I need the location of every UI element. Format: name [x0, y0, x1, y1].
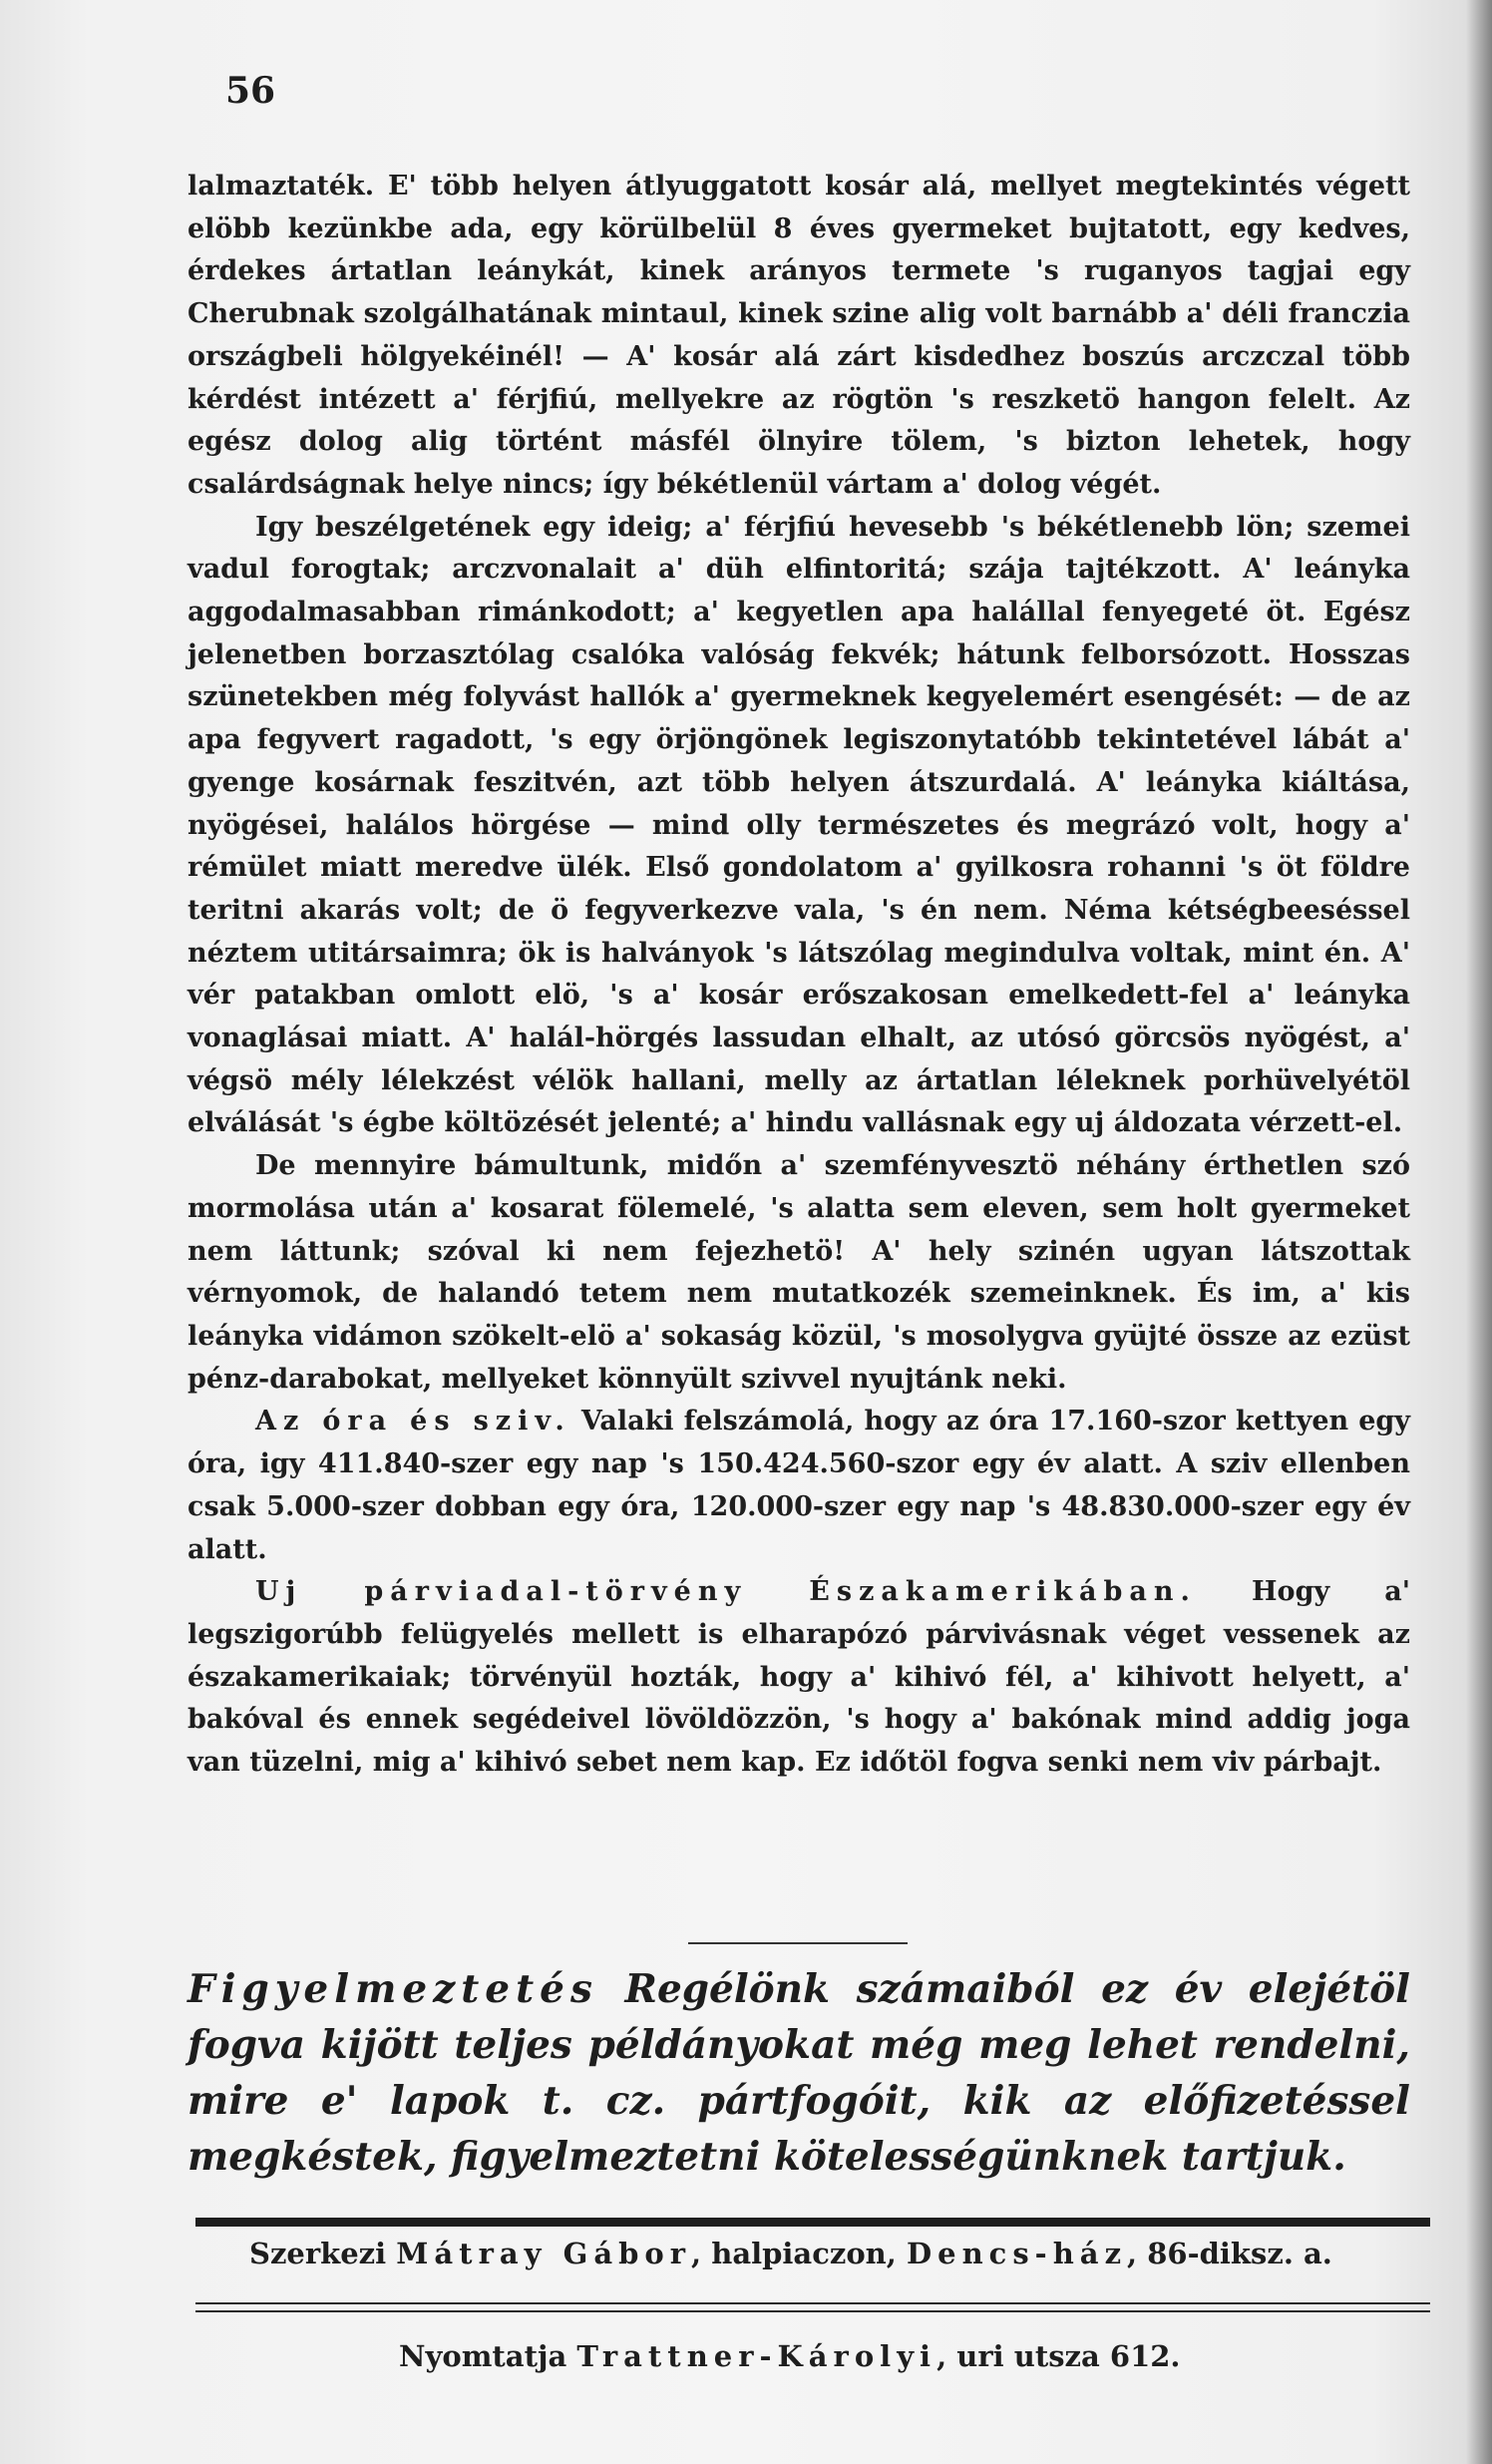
double-rule	[195, 2302, 1430, 2312]
item-parbaj-title: Uj párviadal-törvény Északamerikában.	[255, 1576, 1197, 1608]
paragraph-3: De mennyire bámultunk, midőn a' szemfényvesztö néhány érthetlen szó mormolása után a' kosarat fölemelé, 's alatta sem eleven, sem holt gyermeket nem láttunk; szóval ki nem fejezhetö! A' hely szinén ugyan látszottak vérnyomok, de halandó tetem nem mutatkozék szemeinknek. És im, a' kis leányka vidámon szökelt-elö a' sokaság közül, 's mosolygva gyüjté össze az ezüst pénz-darabokat, mellyeket könnyült szivvel nyujtánk neki.	[187, 1150, 1410, 1395]
item-parbaj	[187, 1571, 1410, 1785]
page-edge-shadow	[1466, 0, 1492, 2464]
editor-label: Szerkezi	[249, 2237, 387, 2270]
printer-line	[399, 2339, 1297, 2373]
printer-label: Nyomtatja	[399, 2339, 567, 2373]
article-body	[187, 166, 1410, 1785]
page-number: 56	[225, 70, 276, 112]
editor-name: Mátray Gábor	[396, 2237, 692, 2270]
item-ora	[187, 1401, 1410, 1571]
notice	[187, 1961, 1410, 2185]
thick-rule	[195, 2218, 1430, 2227]
item-parbaj-text: Hogy a' legszigorúbb felügyelés mellett is elharapózó párvivásnak véget vessenek az északamerikaiak; törvényül hozták, hogy a' kihivó fél, a' kihivott helyett, a' bakóval és ennek segédeivel lövöldözzön, 's hogy a' bakónak mind addig joga van tüzelni, mig a' kihivó sebet nem kap. Ez időtöl fogva senki nem viv párbajt.	[187, 1576, 1410, 1779]
printer-address: , uri utsza 612.	[936, 2339, 1181, 2373]
editor-address: , halpiaczon,	[691, 2237, 897, 2270]
notice-lead: Figyelmeztetés	[187, 1966, 598, 2012]
notice-text: Regélönk számaiból ez év elejétöl fogva kijött teljes példányokat még meg lehet rendelni, mire e' lapok t. cz. pártfogóit, kik az előfizetéssel megkéstek, figyelmeztetni kötelességünknek tartjuk.	[187, 1966, 1410, 2180]
printer-name: Trattner-Károlyi	[576, 2339, 937, 2373]
item-ora-title: Az óra és sziv.	[255, 1406, 571, 1437]
item-ora-text: Valaki felszámolá, hogy az óra 17.160-szor kettyen egy óra, igy 411.840-szer egy nap 's 150.424.560-szor egy év alatt. A sziv ellenben csak 5.000-szer dobban egy óra, 120.000-szer egy nap 's 48.830.000-szer egy év alatt.	[187, 1406, 1410, 1565]
house-number: , 86-diksz. a.	[1127, 2237, 1332, 2270]
paragraph-2: Igy beszélgetének egy ideig; a' férjfiú hevesebb 's békétlenebb lön; szemei vadul forogtak; arczvonalait a' düh elfintoritá; szája tajtékzott. A' leányka aggodalmasabban rimánkodott; a' kegyetlen apa halállal fenyegeté öt. Egész jelenetben borzasztólag csalóka valóság fekvék; hátunk felborsózott. Hosszas szünetekben még folyvást hallók a' gyermeknek kegyelemért esengését: — de az apa fegyvert ragadott, 's egy örjöngönek legiszonytatóbb tekintetével lábát a' gyenge kosárnak feszitvén, azt több helyen átszurdalá. A' leányka kiáltása, nyögései, halálos hörgése — mind olly természetes és megrázó volt, hogy a' rémület miatt meredve ülék. Első gondolatom a' gyilkosra rohanni 's öt földre teritni akarás volt; de ö fegyverkezve vala, 's én nem. Néma kétségbeeséssel néztem utitársaimra; ök is halványok 's látszólag megindulva voltak, mint én. A' vér patakban omlott elö, 's a' kosár erőszakosan emelkedett-fel a' leányka vonaglásai miatt. A' halál-hörgés lassudan elhalt, az utósó görcsös nyögést, a' végsö mély lélekzést vélök hallani, melly az ártatlan léleknek porhüvelyétöl elválását 's égbe költözését jelenté; a' hindu vallásnak egy uj áldozata vérzett-el.	[187, 511, 1410, 1139]
house-name: Dencs-ház	[906, 2237, 1128, 2270]
section-divider	[688, 1942, 908, 1944]
editor-line	[249, 2237, 1396, 2270]
paragraph-1: lalmaztaték. E' több helyen átlyuggatott kosár alá, mellyet megtekintés végett elöbb kezünkbe ada, egy körülbelül 8 éves gyermeket bujtatott, egy kedves, érdekes ártatlan leánykát, kinek arányos termete 's ruganyos tagjai egy Cherubnak szolgálhatának mintaul, kinek szine alig volt barnább a' déli franczia országbeli hölgyekéinél! — A' kosár alá zárt kisdedhez boszús arczczal több kérdést intézett a' férjfiú, mellyekre az rögtön 's reszketö hangon felelt. Az egész dolog alig történt másfél ölnyire tölem, 's bizton lehetek, hogy csalárdságnak helye nincs; így békétlenül vártam a' dolog végét.	[187, 171, 1410, 500]
